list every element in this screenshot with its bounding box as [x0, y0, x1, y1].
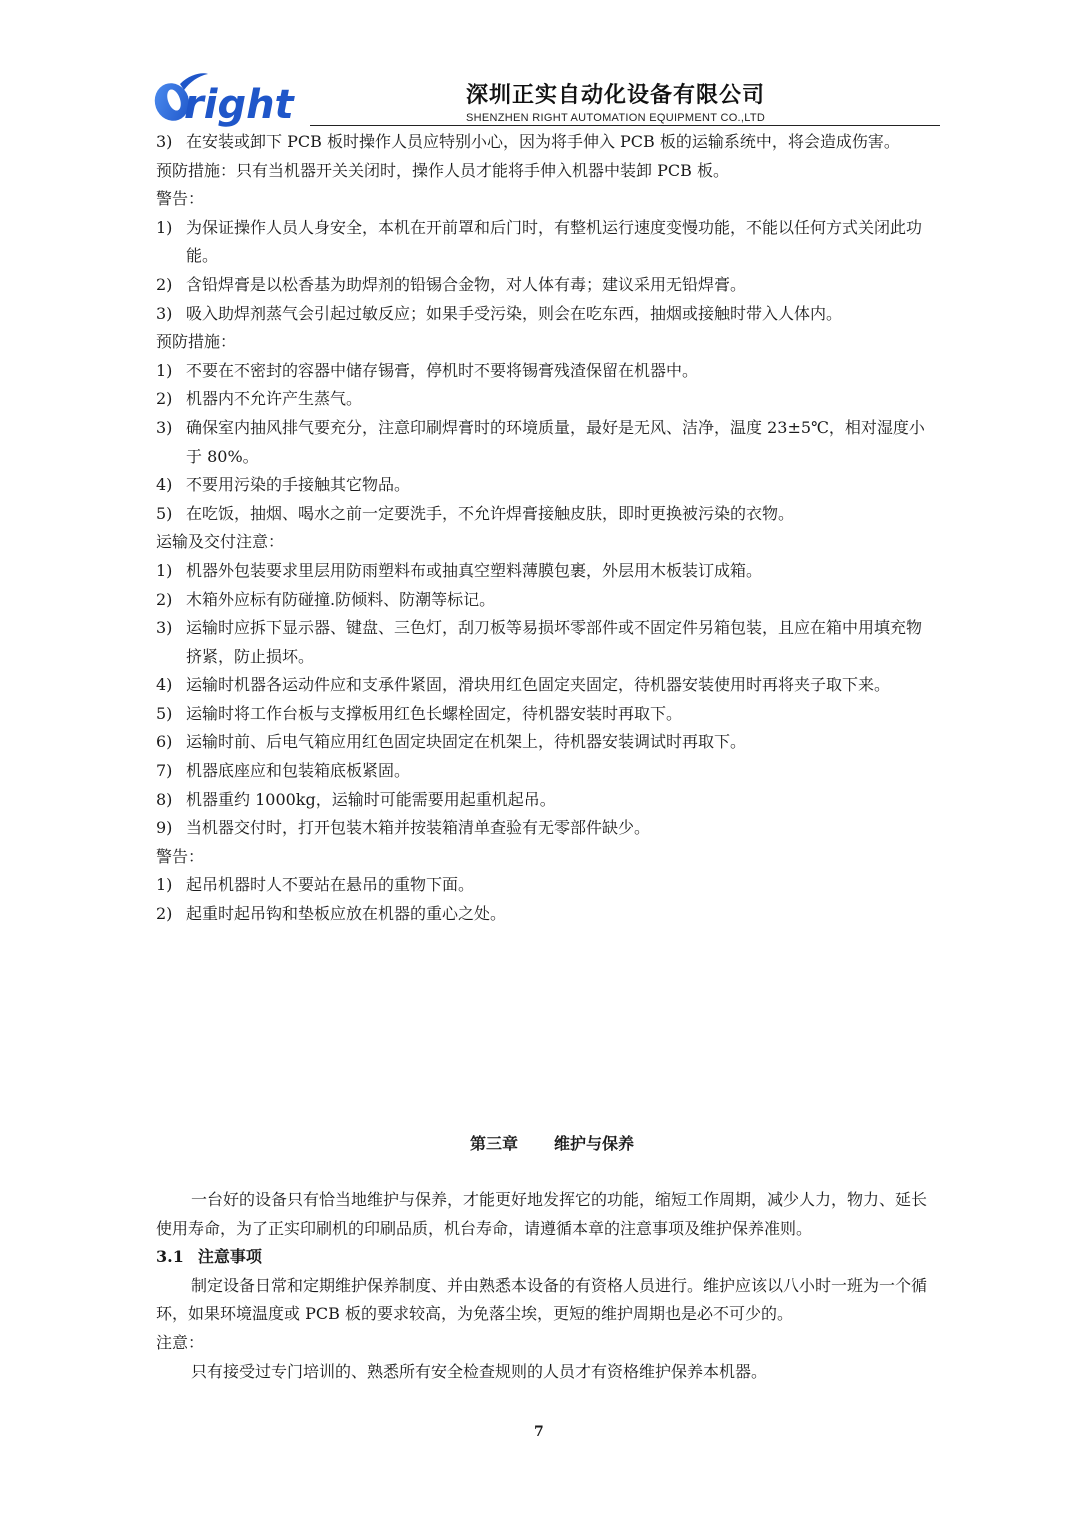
- list-item: 1) 机器外包装要求里层用防雨塑料布或抽真空塑料薄膜包裹，外层用木板装订成箱。: [156, 560, 763, 580]
- list-item: 6) 运输时前、后电气箱应用红色固定块固定在机架上，待机器安装调试时再取下。: [156, 732, 747, 752]
- section-paragraph: 制定设备日常和定期维护保养制度、并由熟悉本设备的有资格人员进行。维护应该以八小时一班为一个循环，如果环境温度或 PCB 板的要求较高，为免落尘埃，更短的维护周期也是必不可少的。: [156, 1275, 928, 1324]
- section-heading: [156, 1243, 936, 1272]
- list-item: 2) 机器内不允许产生蒸气。: [156, 389, 363, 409]
- note-paragraph: 只有接受过专门培训的、熟悉所有安全检查规则的人员才有资格维护保养本机器。: [191, 1361, 768, 1381]
- prevention-heading: 预防措施：: [156, 332, 237, 352]
- list-item: 9) 当机器交付时，打开包装木箱并按装箱清单查验有无零部件缺少。: [156, 818, 651, 838]
- warning-heading: 警告：: [156, 189, 205, 209]
- page-number: 7: [534, 1424, 544, 1440]
- list-item: 5) 在吃饭，抽烟、喝水之前一定要洗手，不允许焊膏接触皮肤，即时更换被污染的衣物。: [156, 503, 795, 523]
- section-number: 3.1: [156, 1247, 184, 1267]
- document-body: [156, 128, 936, 929]
- list-item: 2) 起重时起吊钩和垫板应放在机器的重心之处。: [156, 904, 507, 924]
- list-item: 3) 吸入助焊剂蒸气会引起过敏反应；如果手受污染，则会在吃东西，抽烟或接触时带入人体内。: [156, 303, 843, 323]
- list-item: 1) 为保证操作人员人身安全，本机在开前罩和后门时，有整机运行速度变慢功能，不能以任何方式关闭此功能。: [156, 217, 923, 266]
- list-item: 2) 木箱外应标有防碰撞.防倾料、防潮等标记。: [156, 589, 496, 609]
- section-title: 注意事项: [197, 1247, 262, 1267]
- list-item: 1) 不要在不密封的容器中储存锡膏，停机时不要将锡膏残渣保留在机器中。: [156, 360, 699, 380]
- list-item: 4) 运输时机器各运动件应和支承件紧固，滑块用红色固定夹固定，待机器安装使用时再将夹子取下来。: [156, 675, 891, 695]
- company-logo: [150, 66, 310, 128]
- company-name-en: SHENZHEN RIGHT AUTOMATION EQUIPMENT CO.,LTD: [466, 112, 766, 124]
- list-item: 4) 不要用污染的手接触其它物品。: [156, 475, 411, 495]
- chapter-label: 第三章: [470, 1134, 519, 1153]
- chapter-title: 维护与保养: [554, 1134, 635, 1153]
- list-item: 3) 确保室内抽风排气要充分，注意印刷焊膏时的环境质量，最好是无风、洁净，温度 23±5℃，相对湿度小于 80%。: [156, 417, 925, 466]
- list-item: 5) 运输时将工作台板与支撑板用红色长螺栓固定，待机器安装时再取下。: [156, 703, 683, 723]
- list-item: 3) 运输时应拆下显示器、键盘、三色灯，刮刀板等易损坏零部件或不固定件另箱包装，且应在箱中用填充物挤紧，防止损坏。: [156, 618, 923, 666]
- list-item: 2) 含铅焊膏是以松香基为助焊剂的铅锡合金物，对人体有毒；建议采用无铅焊膏。: [156, 274, 747, 294]
- chapter-intro: 一台好的设备只有恰当地维护与保养，才能更好地发挥它的功能，缩短工作周期，减少人力，物力、延长使用寿命，为了正实印刷机的印刷品质，机台寿命，请遵循本章的注意事项及维护保养准则。: [156, 1190, 928, 1238]
- company-name-cn: 深圳正实自动化设备有限公司: [466, 83, 766, 108]
- list-item: 1) 起吊机器时人不要站在悬吊的重物下面。: [156, 875, 475, 895]
- logo-text: right: [184, 82, 294, 128]
- chapter-body: [156, 1186, 936, 1386]
- prevention-note: 预防措施：只有当机器开关关闭时，操作人员才能将手伸入机器中装卸 PCB 板。: [156, 160, 729, 180]
- header-divider: [310, 125, 940, 126]
- note-heading: 注意：: [156, 1332, 205, 1352]
- list-item: 7) 机器底座应和包装箱底板紧固。: [156, 761, 411, 781]
- page-header: [150, 66, 940, 128]
- list-item: 8) 机器重约 1000kg，运输时可能需要用起重机起吊。: [156, 789, 556, 809]
- list-item: 3) 在安装或卸下 PCB 板时操作人员应特别小心，因为将手伸入 PCB 板的运输系统中，将会造成伤害。: [156, 132, 900, 151]
- warning-heading: 警告：: [156, 846, 205, 866]
- chapter-heading: [470, 1131, 634, 1154]
- transport-heading: 运输及交付注意：: [156, 532, 285, 552]
